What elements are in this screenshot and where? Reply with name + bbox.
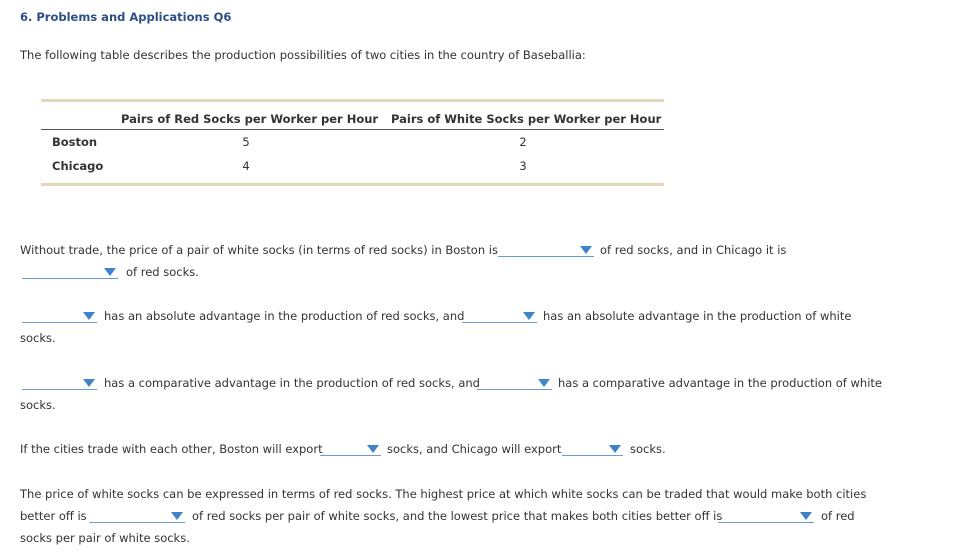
highest-price-dropdown[interactable] xyxy=(89,509,185,523)
q2-text-2: has an absolute advantage in the production of white xyxy=(543,309,852,323)
row-city: Boston xyxy=(52,135,98,149)
intro-text: The following table describes the production possibilities of two cities in the country of Baseballia: xyxy=(20,48,586,62)
boston-export-dropdown[interactable] xyxy=(320,442,381,456)
chevron-down-icon xyxy=(609,445,621,453)
q4-text-2: socks, and Chicago will export xyxy=(387,442,562,456)
q4-text-3: socks. xyxy=(630,442,666,456)
chicago-export-dropdown[interactable] xyxy=(562,442,623,456)
q1-text-2: of red socks, and in Chicago it is xyxy=(600,243,787,257)
chevron-down-icon xyxy=(171,512,183,520)
q5-text-3: of red socks per pair of white socks, and the lowest price that makes both cities better off is xyxy=(192,509,723,523)
chicago-price-dropdown[interactable] xyxy=(22,265,118,279)
header-white-socks: Pairs of White Socks per Worker per Hour xyxy=(391,112,662,126)
chevron-down-icon xyxy=(83,312,95,320)
comparative-white-dropdown[interactable] xyxy=(477,376,552,390)
chevron-down-icon xyxy=(367,445,379,453)
q5-text-1: The price of white socks can be expressed in terms of red socks. The highest price at which white socks can be traded that would make both cities xyxy=(20,487,867,501)
q5-text-2: better off is xyxy=(20,509,87,523)
q3-text-1: has a comparative advantage in the production of red socks, and xyxy=(104,376,480,390)
table-top-rule xyxy=(41,99,664,102)
header-red-socks: Pairs of Red Socks per Worker per Hour xyxy=(121,112,379,126)
row-white-value: 3 xyxy=(519,159,527,173)
row-red-value: 4 xyxy=(242,159,250,173)
q2-text-1: has an absolute advantage in the production of red socks, and xyxy=(104,309,465,323)
chevron-down-icon xyxy=(538,379,550,387)
absolute-red-dropdown[interactable] xyxy=(22,309,97,323)
row-white-value: 2 xyxy=(519,135,527,149)
q5-text-4: of red xyxy=(821,509,855,523)
boston-price-dropdown[interactable] xyxy=(498,243,594,257)
chevron-down-icon xyxy=(104,268,116,276)
lowest-price-dropdown[interactable] xyxy=(718,509,814,523)
chevron-down-icon xyxy=(523,312,535,320)
chevron-down-icon xyxy=(580,246,592,254)
comparative-red-dropdown[interactable] xyxy=(22,376,97,390)
chevron-down-icon xyxy=(800,512,812,520)
chevron-down-icon xyxy=(83,379,95,387)
table-bottom-rule xyxy=(41,183,664,186)
q4-text-1: If the cities trade with each other, Boston will export xyxy=(20,442,323,456)
row-red-value: 5 xyxy=(242,135,250,149)
q5-text-5: socks per pair of white socks. xyxy=(20,531,190,545)
q1-text-1: Without trade, the price of a pair of white socks (in terms of red socks) in Boston is xyxy=(20,243,498,257)
q2-text-3: socks. xyxy=(20,331,56,345)
q3-text-2: has a comparative advantage in the production of white xyxy=(558,376,882,390)
table-header-divider xyxy=(41,129,664,130)
absolute-white-dropdown[interactable] xyxy=(462,309,537,323)
row-city: Chicago xyxy=(52,159,104,173)
q3-text-3: socks. xyxy=(20,398,56,412)
question-title: 6. Problems and Applications Q6 xyxy=(20,10,232,24)
q1-text-3: of red socks. xyxy=(126,265,199,279)
